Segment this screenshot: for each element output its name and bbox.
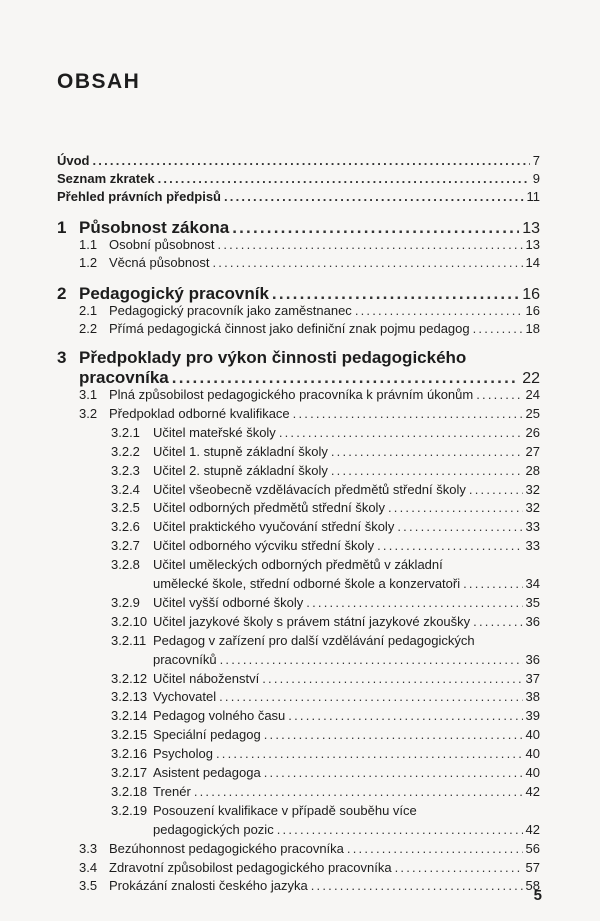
section-title: Učitel vyšší odborné školy xyxy=(153,594,304,610)
section-number: 3.3 xyxy=(79,840,98,856)
dot-leader xyxy=(262,670,522,688)
section-number: 3.2.17 xyxy=(111,765,148,780)
toc-section-3-2-7[interactable] xyxy=(111,537,540,555)
section-number: 3.2.19 xyxy=(111,802,148,818)
toc-entry-title: Úvod xyxy=(57,153,90,168)
dot-leader xyxy=(331,443,523,461)
section-number: 3.2.2 xyxy=(111,443,140,459)
toc-section-3-2-4[interactable] xyxy=(111,481,540,499)
section-number: 3.2.1 xyxy=(111,424,140,440)
section-number: 3.2.8 xyxy=(111,557,140,573)
section-page: 40 xyxy=(525,765,540,780)
section-page: 18 xyxy=(525,321,540,336)
dot-leader xyxy=(377,537,522,555)
toc-section-3-2[interactable] xyxy=(79,405,540,423)
section-title-line1: Pedagog v zařízení pro další vzdělávání pedagogických xyxy=(153,632,475,648)
section-number: 3.2.5 xyxy=(111,500,140,516)
dot-leader xyxy=(388,499,523,517)
section-page: 16 xyxy=(525,303,540,318)
section-title: Učitel odborných předmětů střední školy xyxy=(153,500,385,516)
dot-leader xyxy=(293,405,523,423)
toc-entry-title: Přehled právních předpisů xyxy=(57,189,221,204)
chapter-page: 13 xyxy=(522,220,540,237)
toc-section-2-2[interactable] xyxy=(79,320,540,338)
dot-leader xyxy=(347,840,523,858)
toc-section-3-2-18[interactable] xyxy=(111,783,540,801)
section-number: 3.2.14 xyxy=(111,708,148,724)
dot-leader xyxy=(473,320,523,338)
toc-section-3-2-19[interactable] xyxy=(153,821,540,839)
section-title: Učitel 2. stupně základní školy xyxy=(153,462,328,478)
section-number: 3.2.6 xyxy=(111,519,140,535)
section-title-line2: umělecké škole, střední odborné škole a konzervatoři xyxy=(153,576,461,591)
toc-section-3-2-11[interactable] xyxy=(153,651,540,669)
section-title: Učitel náboženství xyxy=(153,670,260,686)
dot-leader xyxy=(277,821,523,839)
section-title: Asistent pedagoga xyxy=(153,765,261,780)
section-number: 1.2 xyxy=(79,255,98,270)
dot-leader xyxy=(397,518,522,536)
toc-entry-seznam-zkratek[interactable] xyxy=(57,170,540,188)
dot-leader xyxy=(331,462,523,480)
section-number: 3.2.9 xyxy=(111,594,140,610)
toc-section-3-2-8[interactable] xyxy=(153,575,540,593)
dot-leader xyxy=(224,188,524,206)
dot-leader xyxy=(216,745,523,763)
section-number: 3.2.11 xyxy=(111,632,147,648)
dot-leader xyxy=(172,368,519,388)
dot-leader xyxy=(264,764,523,782)
section-number: 3.2.12 xyxy=(111,670,148,686)
dot-leader xyxy=(463,575,522,593)
dot-leader xyxy=(212,254,522,272)
section-page: 27 xyxy=(525,443,540,459)
page-title: OBSAH xyxy=(57,70,141,93)
toc-entry-prehled-pravnich-predpisu[interactable] xyxy=(57,188,540,206)
toc-entry-title: Seznam zkratek xyxy=(57,171,155,186)
dot-leader xyxy=(93,152,530,170)
section-page: 56 xyxy=(525,840,540,856)
section-number: 3.4 xyxy=(79,859,98,875)
toc-section-3-2-12[interactable] xyxy=(111,670,540,688)
section-number: 3.2.13 xyxy=(111,689,148,705)
toc-section-3-2-17[interactable] xyxy=(111,764,540,782)
chapter-number: 3 xyxy=(57,348,67,367)
section-number: 3.2.16 xyxy=(111,746,148,762)
toc-section-3-3[interactable] xyxy=(79,840,540,858)
toc-section-3-2-5[interactable] xyxy=(111,499,540,517)
toc-chapter-3-heading[interactable] xyxy=(57,348,466,368)
section-page: 36 xyxy=(525,613,540,629)
toc-section-3-2-3[interactable] xyxy=(111,462,540,480)
chapter-number: 2 xyxy=(57,284,67,303)
section-number: 3.2.3 xyxy=(111,462,140,478)
section-title-line2: pracovníků xyxy=(153,651,217,667)
chapter-title-line1: Předpoklady pro výkon činnosti pedagogického xyxy=(79,348,467,367)
dot-leader xyxy=(272,284,519,304)
dot-leader xyxy=(219,688,522,706)
section-page: 38 xyxy=(525,689,540,705)
dot-leader xyxy=(220,651,523,669)
section-title: Psycholog xyxy=(153,746,213,762)
section-title: Trenér xyxy=(153,783,191,799)
dot-leader xyxy=(288,707,522,725)
section-title: Učitel všeobecně vzdělávacích předmětů střední školy xyxy=(153,481,466,497)
chapter-number: 1 xyxy=(57,218,67,237)
chapter-page: 22 xyxy=(522,370,540,387)
chapter-title: Pedagogický pracovník xyxy=(79,284,269,303)
chapter-page: 16 xyxy=(522,286,540,303)
section-title: Učitel 1. stupně základní školy xyxy=(153,443,328,459)
section-page: 32 xyxy=(525,500,540,516)
section-page: 40 xyxy=(525,746,540,762)
toc-section-3-2-16[interactable] xyxy=(111,745,540,763)
toc-section-3-2-11-line1[interactable] xyxy=(111,632,475,650)
section-title: Přímá pedagogická činnost jako definiční znak pojmu pedagog xyxy=(109,321,470,336)
toc-entry-page: 9 xyxy=(532,171,540,186)
section-title: Pedagog volného času xyxy=(153,708,286,724)
toc-section-3-2-10[interactable] xyxy=(111,613,540,631)
section-title: Učitel jazykové školy s právem státní jazykové zkoušky xyxy=(153,613,471,629)
chapter-title: Působnost zákona xyxy=(79,218,230,237)
section-page: 39 xyxy=(525,708,540,724)
section-page: 33 xyxy=(525,519,540,535)
section-title-line2: pedagogických pozic xyxy=(153,821,274,837)
section-page: 32 xyxy=(525,481,540,497)
toc-entry-page: 11 xyxy=(526,189,540,204)
dot-leader xyxy=(311,877,523,895)
dot-leader xyxy=(306,594,522,612)
page-number: 5 xyxy=(533,887,542,904)
section-title: Speciální pedagog xyxy=(153,727,261,743)
dot-leader xyxy=(279,424,523,442)
toc-section-3-2-6[interactable] xyxy=(111,518,540,536)
toc-section-3-5[interactable] xyxy=(79,877,540,895)
toc-section-3-2-14[interactable] xyxy=(111,707,540,725)
section-title: Prokázání znalosti českého jazyka xyxy=(109,878,308,894)
dot-leader xyxy=(395,859,523,877)
section-page: 36 xyxy=(525,651,540,667)
chapter-title-line2: pracovníka xyxy=(79,368,169,387)
section-number: 3.2 xyxy=(79,405,98,421)
section-page: 34 xyxy=(525,576,540,591)
dot-leader xyxy=(264,726,523,744)
section-title: Věcná působnost xyxy=(109,255,210,270)
dot-leader xyxy=(218,236,523,254)
section-number: 2.1 xyxy=(79,303,98,318)
section-number: 1.1 xyxy=(79,237,98,252)
section-number: 3.2.15 xyxy=(111,727,148,743)
section-title-line1: Učitel uměleckých odborných předmětů v základní xyxy=(153,557,443,573)
section-page: 40 xyxy=(525,727,540,743)
section-number: 3.2.18 xyxy=(111,783,148,799)
toc-section-2-1[interactable] xyxy=(79,302,540,320)
section-title: Bezúhonnost pedagogického pracovníka xyxy=(109,840,344,856)
toc-entry-uvod[interactable] xyxy=(57,152,540,170)
section-title: Učitel mateřské školy xyxy=(153,424,276,440)
dot-leader xyxy=(194,783,523,801)
dot-leader xyxy=(355,302,523,320)
section-title: Vychovatel xyxy=(153,689,217,705)
section-page: 37 xyxy=(525,670,540,686)
section-title: Plná způsobilost pedagogického pracovníka k právním úkonům xyxy=(109,387,474,402)
toc-section-3-4[interactable] xyxy=(79,859,540,877)
section-page: 25 xyxy=(525,405,540,421)
toc-section-3-2-19-line1[interactable] xyxy=(111,802,417,820)
dot-leader xyxy=(476,386,522,404)
toc-section-1-1[interactable] xyxy=(79,236,540,254)
section-page: 14 xyxy=(525,255,540,270)
section-number: 3.2.7 xyxy=(111,538,140,554)
toc-section-3-2-2[interactable] xyxy=(111,443,540,461)
section-number: 3.2.4 xyxy=(111,481,140,497)
section-title-line1: Posouzení kvalifikace v případě souběhu více xyxy=(153,802,417,818)
section-page: 33 xyxy=(525,538,540,554)
section-page: 26 xyxy=(525,424,540,440)
section-title: Osobní působnost xyxy=(109,237,215,252)
toc-section-3-2-9[interactable] xyxy=(111,594,540,612)
toc-section-3-1[interactable] xyxy=(79,386,540,404)
toc-entry-page: 7 xyxy=(532,153,540,168)
toc-section-3-2-8-line1[interactable] xyxy=(111,556,443,574)
section-title: Předpoklad odborné kvalifikace xyxy=(109,405,290,421)
section-page: 42 xyxy=(525,783,540,799)
section-page: 35 xyxy=(525,594,540,610)
toc-section-3-2-13[interactable] xyxy=(111,688,540,706)
section-number: 3.1 xyxy=(79,387,98,402)
section-page: 13 xyxy=(525,237,540,252)
section-page: 57 xyxy=(525,859,540,875)
dot-leader xyxy=(232,218,519,238)
dot-leader xyxy=(473,613,522,631)
section-title: Učitel odborného výcviku střední školy xyxy=(153,538,375,554)
section-number: 2.2 xyxy=(79,321,98,336)
section-page: 24 xyxy=(525,387,540,402)
section-number: 3.5 xyxy=(79,878,98,894)
section-number: 3.2.10 xyxy=(111,613,148,629)
dot-leader xyxy=(469,481,523,499)
toc-section-1-2[interactable] xyxy=(79,254,540,272)
dot-leader xyxy=(158,170,530,188)
section-title: Pedagogický pracovník jako zaměstnanec xyxy=(109,303,352,318)
section-title: Učitel praktického vyučování střední školy xyxy=(153,519,395,535)
section-title: Zdravotní způsobilost pedagogického pracovníka xyxy=(109,859,392,875)
toc-section-3-2-1[interactable] xyxy=(111,424,540,442)
section-page: 42 xyxy=(525,821,540,837)
section-page: 28 xyxy=(525,462,540,478)
section-page: 58 xyxy=(525,878,540,894)
toc-section-3-2-15[interactable] xyxy=(111,726,540,744)
